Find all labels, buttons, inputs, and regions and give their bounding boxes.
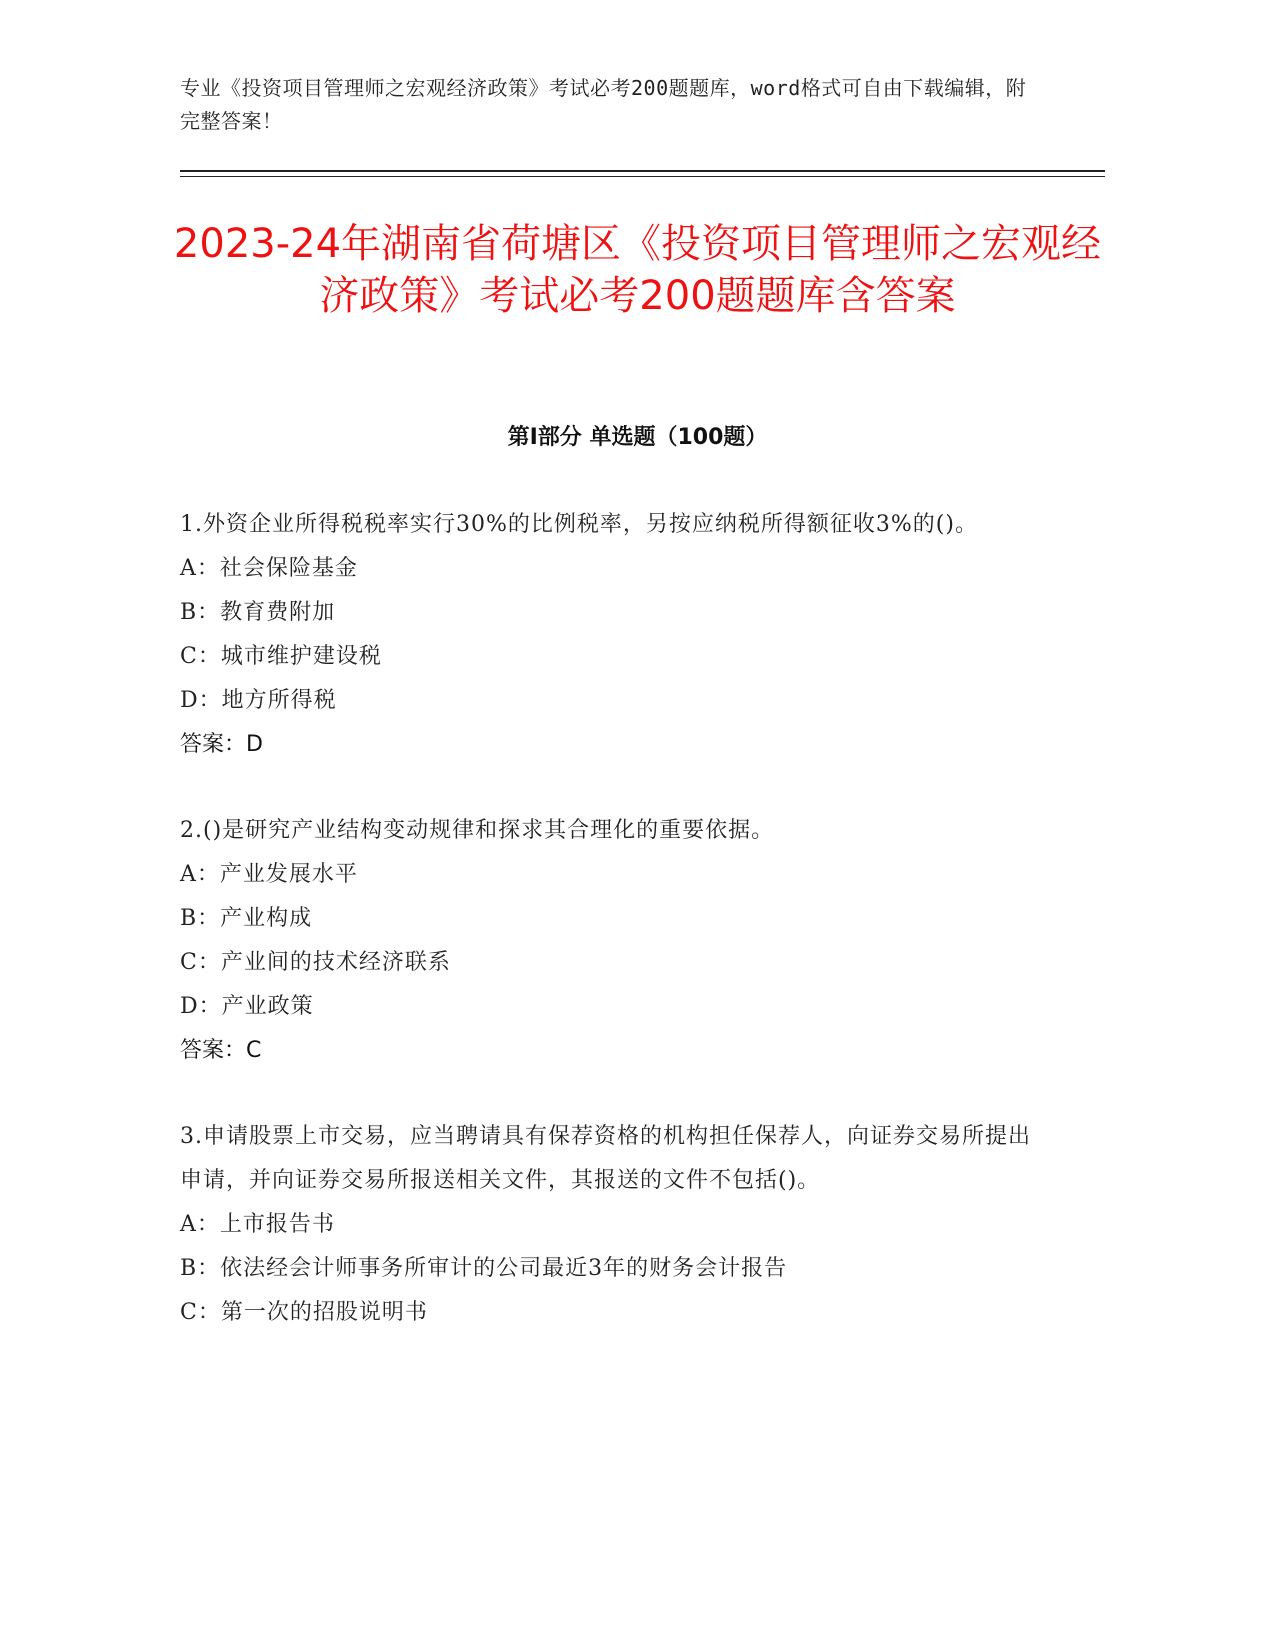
question-1 xyxy=(180,503,1040,767)
option-d: D：产业政策 xyxy=(180,994,314,1019)
option-b: B：教育费附加 xyxy=(180,600,336,625)
question-2 xyxy=(180,809,1040,1073)
section-heading: 第Ⅰ部分 单选题（100题） xyxy=(507,425,768,450)
question-stem: 1.外资企业所得税税率实行30%的比例税率，另按应纳税所得额征收3%的()。 xyxy=(180,512,978,537)
question-stem: 3.申请股票上市交易，应当聘请具有保荐资格的机构担任保荐人，向证券交易所提出申请，并向证券交易所报送相关文件，其报送的文件不包括()。 xyxy=(180,1124,1031,1193)
option-d: D：地方所得税 xyxy=(180,688,337,713)
option-c: C：第一次的招股说明书 xyxy=(180,1300,428,1325)
option-a: A：产业发展水平 xyxy=(180,862,358,887)
document-title: 2023-24年湖南省荷塘区《投资项目管理师之宏观经济政策》考试必考200题题库含答案 xyxy=(173,221,1102,319)
header-divider xyxy=(180,170,1105,172)
option-b: B：依法经会计师事务所审计的公司最近3年的财务会计报告 xyxy=(180,1256,788,1281)
option-c: C：产业间的技术经济联系 xyxy=(180,950,451,975)
header-divider-thin xyxy=(180,176,1105,177)
option-b: B：产业构成 xyxy=(180,906,313,931)
option-c: C：城市维护建设税 xyxy=(180,644,382,669)
question-list xyxy=(180,503,1040,1377)
question-stem: 2.()是研究产业结构变动规律和探求其合理化的重要依据。 xyxy=(180,818,775,843)
option-a: A：社会保险基金 xyxy=(180,556,358,581)
question-3 xyxy=(180,1115,1040,1335)
answer-line: 答案：C xyxy=(180,1038,262,1063)
answer-line: 答案：D xyxy=(180,732,263,757)
header-note: 专业《投资项目管理师之宏观经济政策》考试必考200题题库，word格式可自由下载编辑，附完整答案！ xyxy=(180,76,1027,133)
option-a: A：上市报告书 xyxy=(180,1212,335,1237)
